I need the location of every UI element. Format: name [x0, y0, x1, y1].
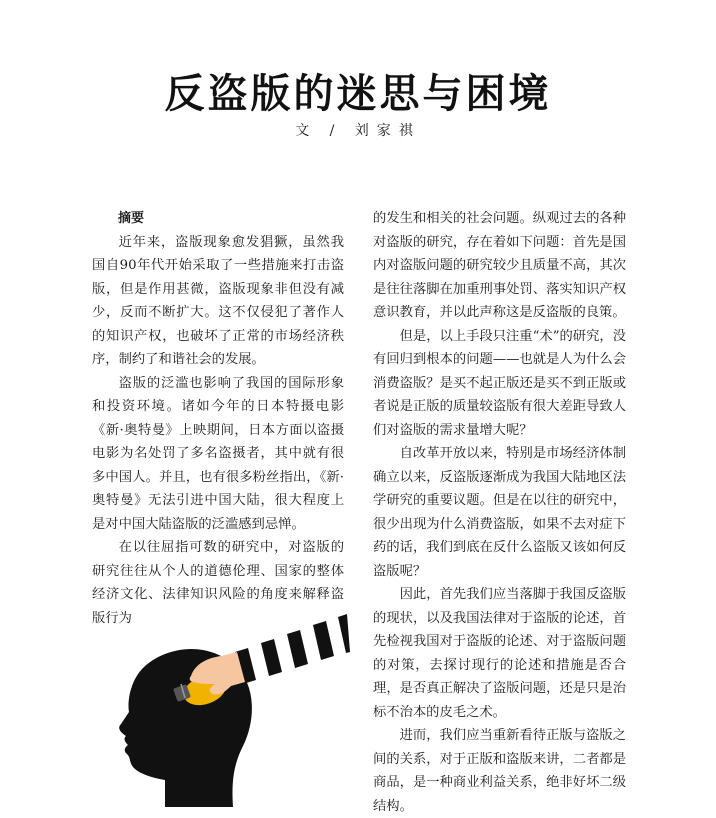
- body-paragraph: 因此，首先我们应当落脚于我国反盗版的现状，以及我国法律对于盗版的论述，首先检视我国对于盗版的论述、对于盗版问题的对策，去探讨现行的论述和措施是否合理，是否真正解决了盗版问题，还是只是治标不治本的皮毛之术。: [373, 587, 626, 720]
- abstract-label: 摘要: [118, 211, 145, 226]
- body-paragraph: 自改革开放以来，特别是市场经济体制确立以来，反盗版逐渐成为我国大陆地区法学研究的重要议题。但是在以往的研究中，很少出现为什么消费盗版，如果不去对症下药的话，我们到底在反什么盗版又该如何反盗版呢？: [373, 446, 626, 579]
- striped-sleeve: [235, 614, 350, 684]
- body-paragraph: 盗版的泛滥也影响了我国的国际形象和投资环境。诸如今年的日本特摄电影《新·奥特曼》上映期间，日本方面以盗摄电影为名处罚了多名盗摄者，其中就有很多中国人。并且，也有很多粉丝指出，《新·奥特曼》无法引进中国大陆，很大程度上是对中国大陆盗版的泛滥感到忌惮。: [92, 375, 344, 532]
- head-bulb-illustration: [95, 612, 350, 807]
- body-paragraph: 在以往屈指可数的研究中，对盗版的研究往往从个人的道德伦理、国家的整体经济文化、法律知识风险的角度来解释盗版行为: [92, 540, 344, 626]
- right-column: [373, 207, 626, 818]
- article-byline: 文 / 刘家祺: [295, 123, 421, 139]
- body-paragraph: 近年来，盗版现象愈发猖獗，虽然我国自90年代开始采取了一些措施来打击盗版，但是作用甚微，盗版现象非但没有减少，反而不断扩大。这不仅侵犯了著作人的知识产权，也破坏了正常的市场经济秩序，制约了和谐社会的发展。: [92, 234, 344, 367]
- left-column: [92, 207, 344, 630]
- article-title: 反盗版的迷思与困境: [164, 71, 552, 117]
- body-paragraph: 进而，我们应当重新看待正版与盗版之间的关系，对于正版和盗版来讲，二者都是商品，是一种商业利益关系，绝非好坏二级结构。: [373, 728, 626, 814]
- body-paragraph-continued: 的发生和相关的社会问题。纵观过去的各种对盗版的研究，存在着如下问题：首先是国内对盗版问题的研究较少且质量不高，其次是往往落脚在加重刑事处罚、落实知识产权意识教育，并以此声称这是反盗版的良策。: [373, 211, 626, 320]
- body-paragraph: 但是，以上手段只注重“术”的研究，没有回归到根本的问题——也就是人为什么会消费盗版？是买不起正版还是买不到正版或者说是正版的质量较盗版有很大差距导致人们对盗版的需求量增大呢？: [373, 328, 626, 438]
